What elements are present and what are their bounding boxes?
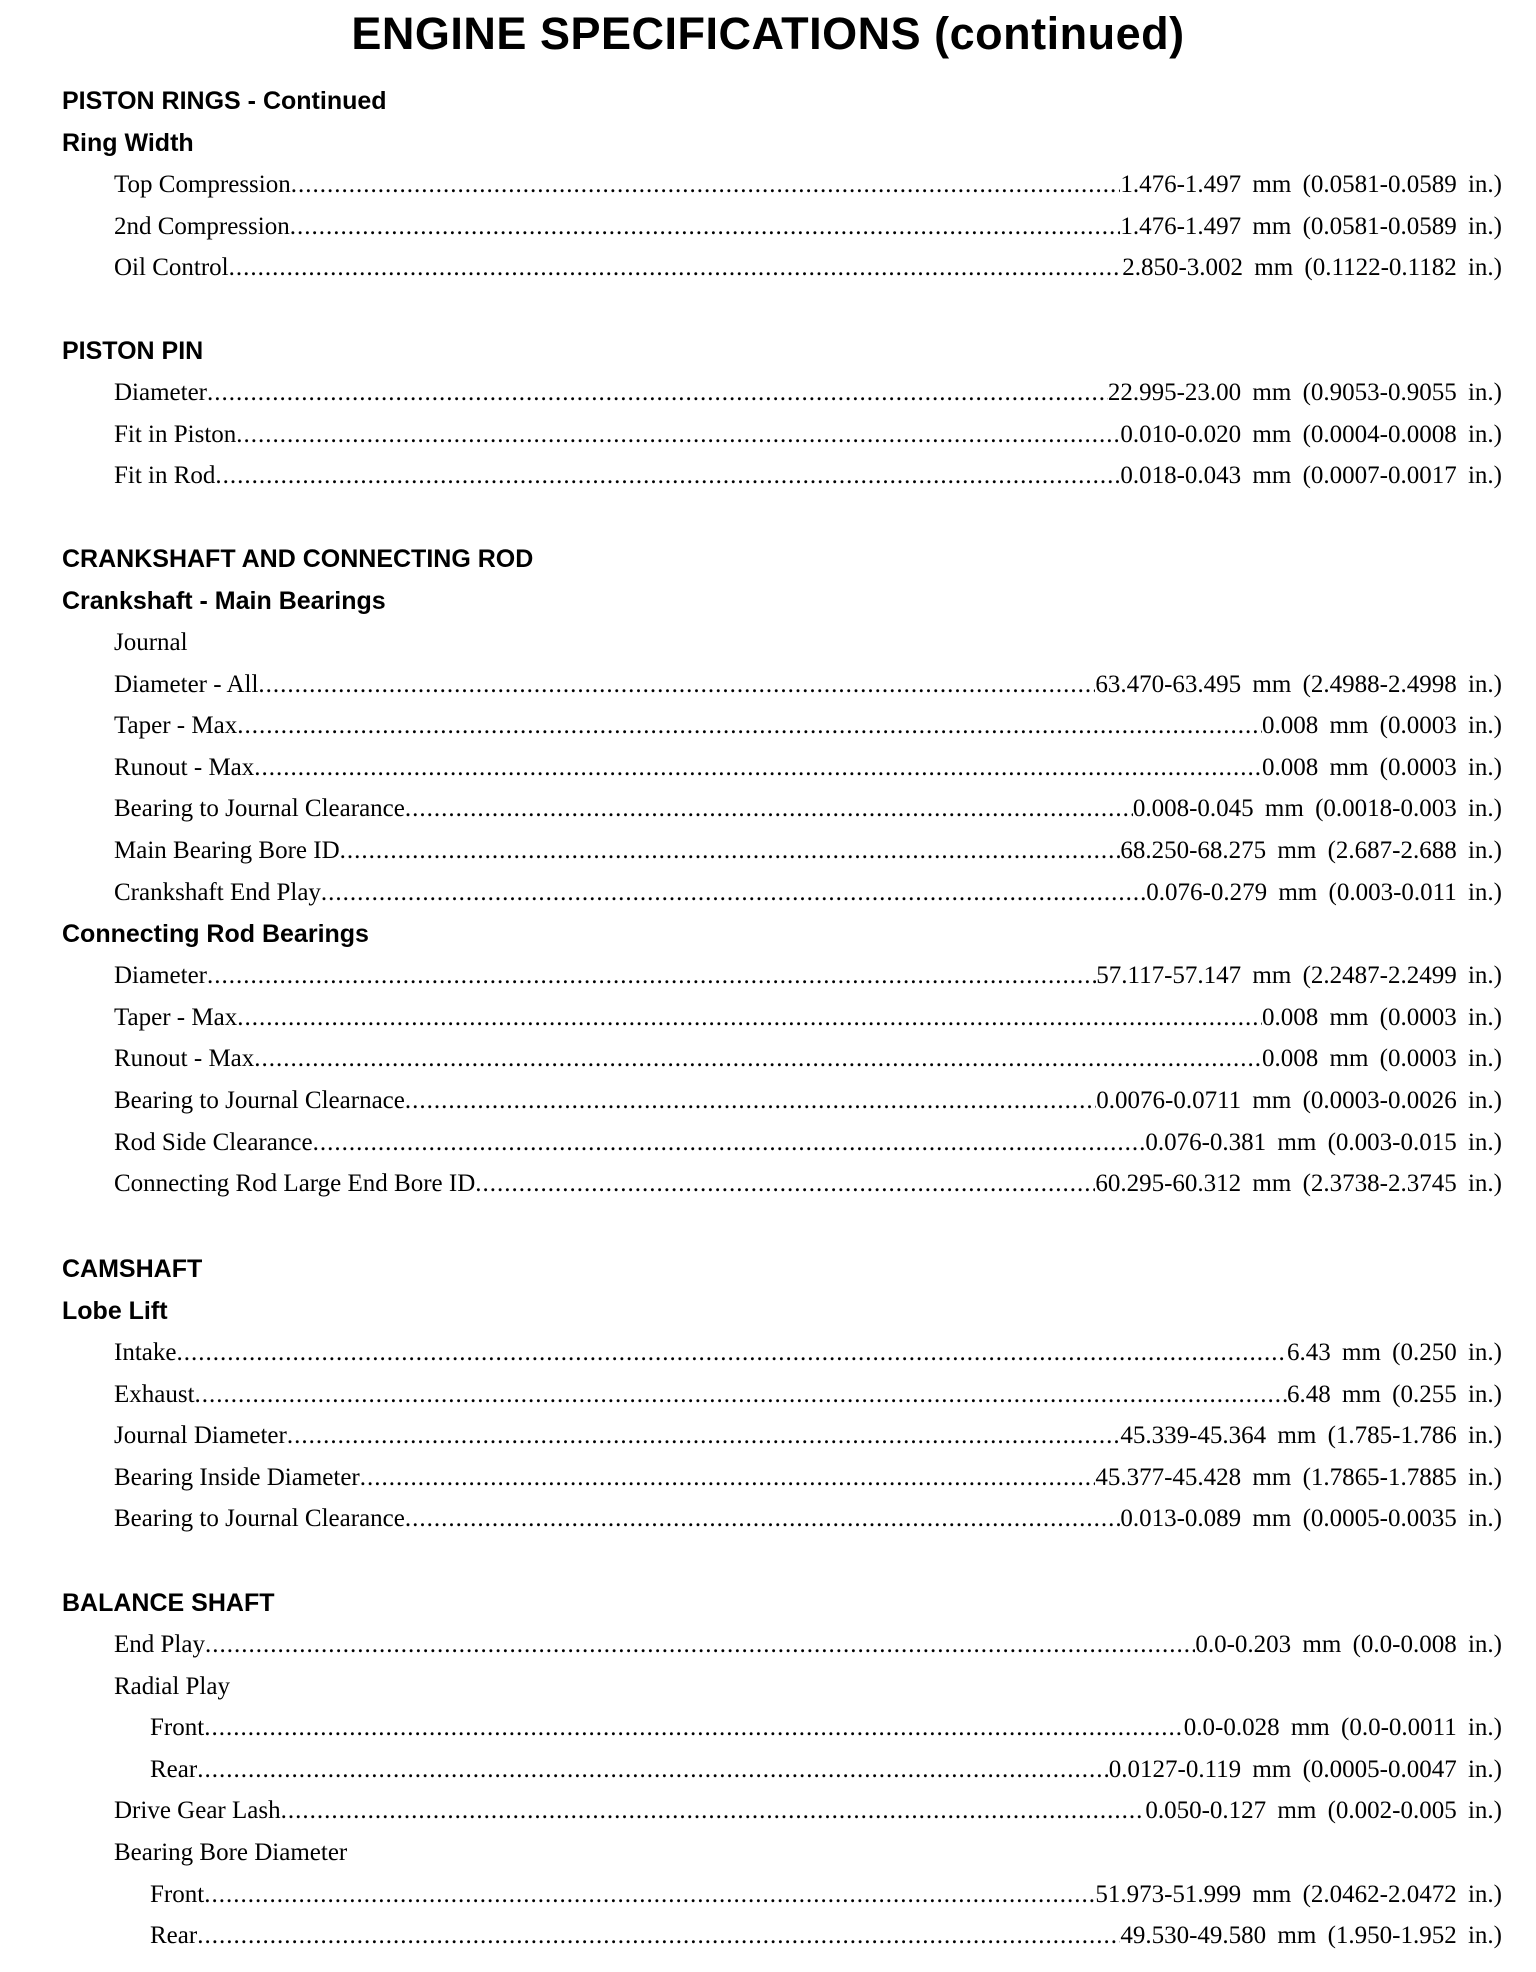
spec-value: 60.295-60.312 mm (2.3738-2.3745 in.) [1095,1170,1502,1198]
spec-row [114,997,1502,1039]
spec-value: 0.076-0.279 mm (0.003-0.011 in.) [1146,878,1502,906]
spec-value: 0.050-0.127 mm (0.002-0.005 in.) [1145,1797,1502,1825]
spec-label: Rear [150,1755,198,1783]
spec-value: 0.0-0.203 mm (0.0-0.008 in.) [1195,1631,1502,1658]
section-balance-shaft [62,1582,1502,1957]
spec-label: Exhaust [114,1380,195,1408]
spec-label: Bearing to Journal Clearance [114,795,405,823]
spec-value: 45.339-45.364 mm (1.785-1.786 in.) [1120,1422,1502,1450]
section-heading: PISTON PIN [62,337,204,365]
spec-label: Bearing to Journal Clearance [114,1505,405,1533]
spec-label: Rod Side Clearance [114,1128,313,1156]
spec-value: 0.0127-0.119 mm (0.0005-0.0047 in.) [1108,1755,1502,1783]
radial-play-label: Radial Play [114,1672,230,1700]
subsection-heading: Crankshaft - Main Bearings [62,587,386,615]
spec-row [150,1874,1502,1916]
page-title: ENGINE SPECIFICATIONS (continued) [351,8,1185,59]
spec-row [114,955,1502,997]
spec-value: 22.995-23.00 mm (0.9053-0.9055 in.) [1107,379,1502,406]
spec-value: 0.008 mm (0.0003 in.) [1262,1045,1502,1073]
spec-label: Taper - Max [114,1003,238,1031]
subsection-heading: Connecting Rod Bearings [62,920,369,949]
spec-value: 2.850-3.002 mm (0.1122-0.1182 in.) [1122,254,1502,282]
section-crankshaft [62,538,1502,1205]
spec-value: 0.008 mm (0.0003 in.) [1262,1003,1502,1031]
spec-label: Drive Gear Lash [114,1797,281,1825]
spec-label: Rear [150,1922,198,1950]
spec-row [114,1374,1502,1416]
subsection-heading: Ring Width [62,129,194,157]
spec-label: Diameter [114,962,208,990]
spec-value: 6.43 mm (0.250 in.) [1287,1339,1502,1366]
spec-row [114,372,1502,414]
spec-label: Diameter - All [114,670,259,698]
section-heading: PISTON RINGS - Continued [62,87,387,115]
spec-label: Fit in Piston [114,420,237,448]
spec-label: Bearing Inside Diameter [114,1463,360,1491]
spec-row [114,164,1502,206]
spec-row [114,414,1502,456]
spec-row [150,1749,1502,1791]
spec-label: End Play [114,1631,205,1658]
spec-row [114,788,1502,830]
spec-row [114,455,1502,497]
spec-value: 68.250-68.275 mm (2.687-2.688 in.) [1120,836,1502,864]
spec-row [114,747,1502,789]
spec-row [114,1080,1502,1122]
spec-value: 0.0-0.028 mm (0.0-0.0011 in.) [1183,1714,1502,1742]
section-camshaft [62,1248,1502,1540]
section-heading: CRANKSHAFT AND CONNECTING ROD [62,545,534,573]
spec-row [114,1038,1502,1080]
spec-value: 0.0076-0.0711 mm (0.0003-0.0026 in.) [1096,1086,1502,1114]
spec-value: 57.117-57.147 mm (2.2487-2.2499 in.) [1096,962,1502,990]
spec-value: 0.008 mm (0.0003 in.) [1262,712,1502,740]
spec-label: Journal Diameter [114,1422,287,1450]
journal-label: Journal [114,629,188,656]
bearing-bore-label: Bearing Bore Diameter [114,1838,348,1866]
spec-label: Diameter [114,379,208,406]
section-piston-rings [62,80,1502,289]
spec-label: Oil Control [114,254,229,282]
spec-row [150,1915,1502,1957]
spec-label: Bearing to Journal Clearnace [114,1086,405,1114]
spec-label: Connecting Rod Large End Bore ID [114,1170,476,1198]
spec-value: 0.008-0.045 mm (0.0018-0.003 in.) [1132,795,1502,823]
spec-label: Top Compression [114,171,291,198]
spec-value: 0.076-0.381 mm (0.003-0.015 in.) [1145,1128,1502,1156]
spec-row [114,830,1502,872]
spec-value: 45.377-45.428 mm (1.7865-1.7885 in.) [1095,1463,1502,1491]
spec-value: 0.008 mm (0.0003 in.) [1262,753,1502,781]
spec-label: Intake [114,1339,177,1366]
spec-row [114,206,1502,248]
spec-label: Fit in Rod [114,462,216,490]
spec-row [114,1332,1502,1374]
spec-label: Runout - Max [114,753,255,781]
spec-label: Taper - Max [114,712,238,740]
spec-row [114,1624,1502,1666]
subsection-heading: Lobe Lift [62,1297,168,1325]
spec-row [114,1498,1502,1540]
spec-value: 51.973-51.999 mm (2.0462-2.0472 in.) [1095,1880,1502,1908]
spec-value: 1.476-1.497 mm (0.0581-0.0589 in.) [1120,212,1502,240]
spec-row [150,1707,1502,1749]
spec-value: 0.018-0.043 mm (0.0007-0.0017 in.) [1120,462,1502,490]
section-heading: CAMSHAFT [62,1255,203,1283]
spec-value: 49.530-49.580 mm (1.950-1.952 in.) [1120,1922,1502,1950]
spec-row [114,705,1502,747]
spec-row [114,1122,1502,1164]
spec-label: Runout - Max [114,1045,255,1073]
spec-value: 63.470-63.495 mm (2.4988-2.4998 in.) [1095,670,1502,698]
spec-label: Crankshaft End Play [114,878,321,906]
spec-label: Front [150,1880,205,1908]
spec-row [114,664,1502,706]
spec-row [114,1415,1502,1457]
spec-value: 1.476-1.497 mm (0.0581-0.0589 in.) [1120,171,1502,198]
spec-row [114,1790,1502,1832]
spec-value: 0.010-0.020 mm (0.0004-0.0008 in.) [1120,420,1502,448]
spec-row [114,872,1502,914]
section-heading: BALANCE SHAFT [62,1589,275,1617]
spec-label: Front [150,1714,205,1742]
spec-row [114,247,1502,289]
spec-row [114,1163,1502,1205]
spec-row [114,1457,1502,1499]
section-piston-pin [62,330,1502,497]
spec-label: Main Bearing Bore ID [114,836,340,864]
spec-label: 2nd Compression [114,212,290,240]
spec-value: 0.013-0.089 mm (0.0005-0.0035 in.) [1120,1505,1502,1533]
spec-value: 6.48 mm (0.255 in.) [1287,1380,1502,1408]
